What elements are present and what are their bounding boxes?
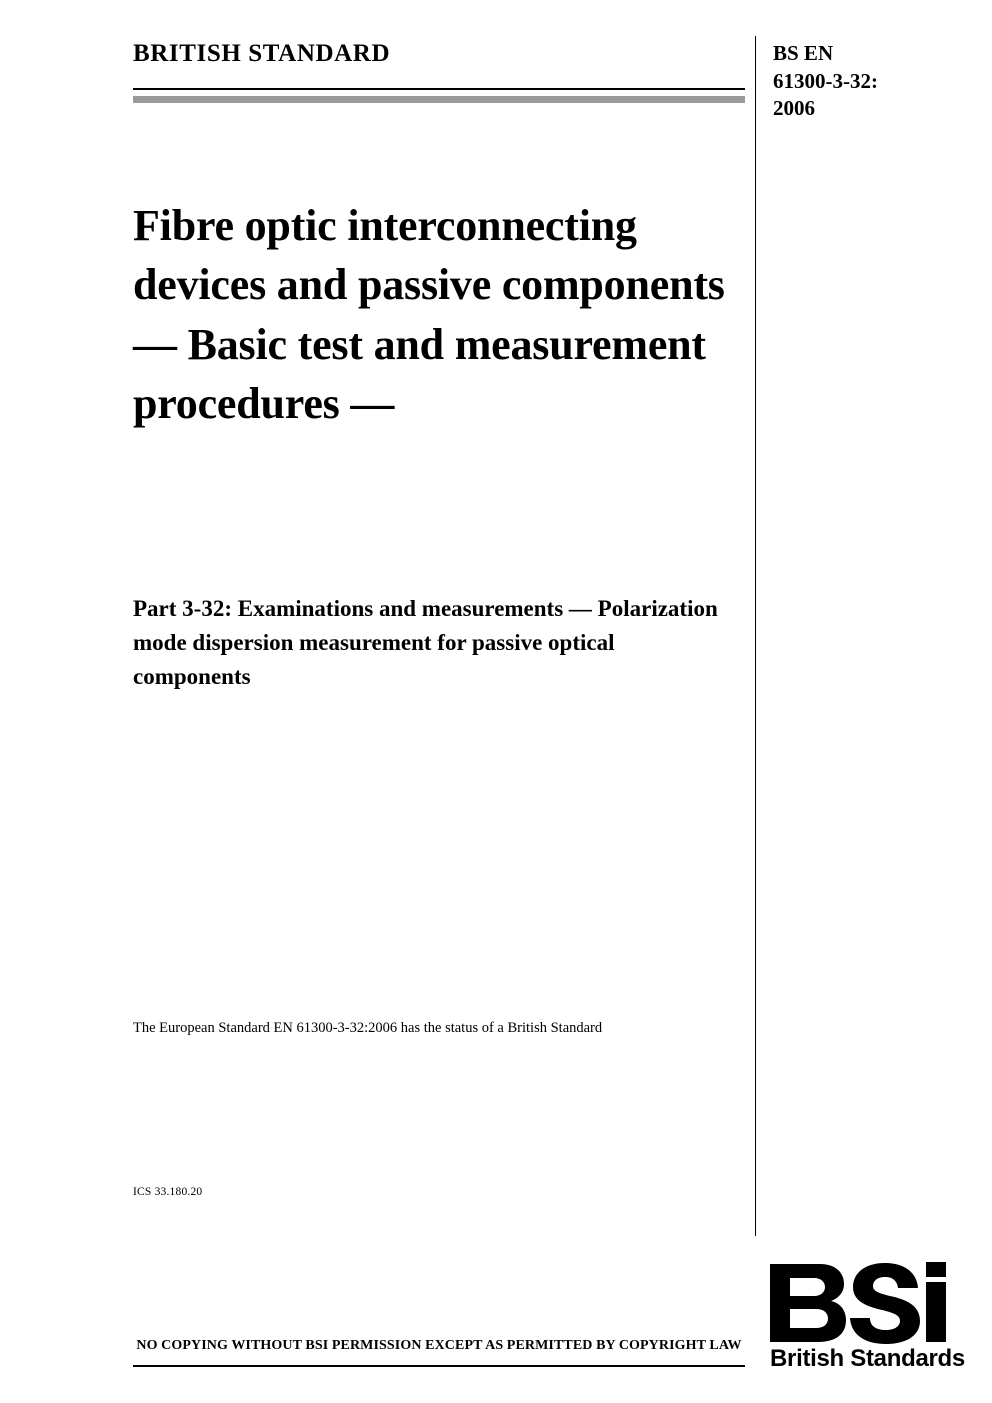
status-note: The European Standard EN 61300-3-32:2006 has the status of a British Standard <box>133 1020 603 1036</box>
footer-rule <box>133 1365 745 1367</box>
page-subtitle: Part 3-32: Examinations and measurements — Polarization mode dispersion measurement for passive optical components <box>133 596 718 690</box>
bsi-wordmark: British Standards <box>770 1345 965 1372</box>
standard-reference <box>753 40 878 123</box>
standard-reference-line-3: 2006 <box>773 96 815 121</box>
page-header <box>133 40 943 123</box>
header-left <box>133 40 753 68</box>
copyright-footer: NO COPYING WITHOUT BSI PERMISSION EXCEPT AS PERMITTED BY COPYRIGHT LAW <box>136 1338 742 1353</box>
header-rule-thick <box>133 96 745 103</box>
brand-title: BRITISH STANDARD <box>133 40 391 67</box>
vertical-divider <box>755 36 756 1236</box>
ics-code: ICS 33.180.20 <box>133 1186 203 1198</box>
header-rule-thin <box>133 88 745 90</box>
page-title: Fibre optic interconnecting devices and passive components — Basic test and measurement procedures — <box>133 201 725 429</box>
standard-reference-line-2: 61300-3-32: <box>773 68 878 93</box>
standard-reference-line-1: BS EN <box>773 41 834 65</box>
